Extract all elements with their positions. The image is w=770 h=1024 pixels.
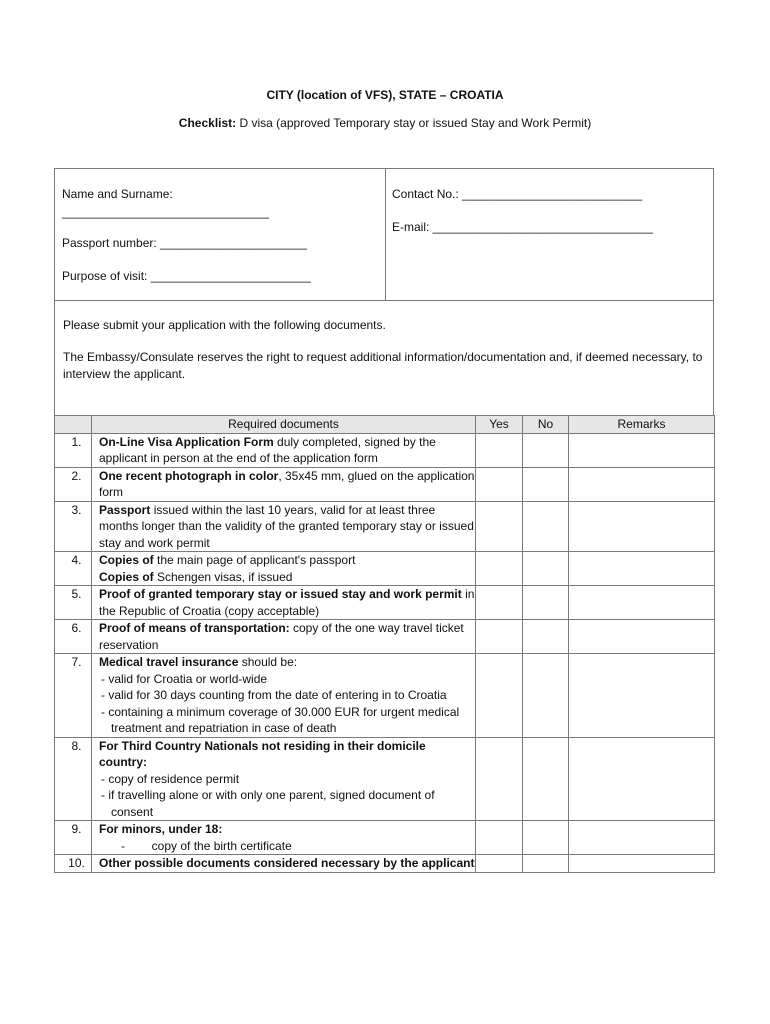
list-item: - valid for Croatia or world-wide: [101, 671, 268, 686]
page-title: CITY (location of VFS), STATE – CROATIA: [266, 88, 504, 102]
yes-cell[interactable]: [476, 855, 523, 873]
header-no: No: [523, 416, 569, 434]
yes-cell[interactable]: [476, 433, 523, 467]
doc-text: should be:: [238, 655, 298, 669]
table-row: [55, 586, 715, 620]
name-label: Name and Surname:: [62, 187, 173, 201]
no-cell[interactable]: [523, 501, 569, 552]
yes-cell[interactable]: [476, 620, 523, 654]
table-row: [55, 821, 715, 855]
remarks-cell[interactable]: [569, 821, 715, 855]
yes-cell[interactable]: [476, 586, 523, 620]
table-row: [55, 433, 715, 467]
no-cell[interactable]: [523, 855, 569, 873]
table-row: [55, 654, 715, 738]
row-number: 7.: [55, 654, 92, 738]
yes-cell[interactable]: [476, 737, 523, 821]
documents-table: [54, 415, 715, 873]
row-number: 9.: [55, 821, 92, 855]
header-num: [55, 416, 92, 434]
doc-bold: Other possible documents considered necessary by the applicant: [99, 856, 475, 870]
row-document: [92, 620, 476, 654]
row-document: [92, 737, 476, 821]
remarks-cell[interactable]: [569, 620, 715, 654]
doc-bold: Passport: [99, 502, 151, 517]
row-number: 6.: [55, 620, 92, 654]
purpose-field[interactable]: Purpose of visit: ________________________: [62, 269, 311, 283]
doc-bold: Proof of granted temporary stay or issued stay and work permit: [99, 587, 462, 601]
remarks-cell[interactable]: [569, 855, 715, 873]
remarks-cell[interactable]: [569, 467, 715, 501]
row-document: [92, 654, 476, 738]
remarks-cell[interactable]: [569, 552, 715, 586]
doc-text-2: Schengen visas, if issued: [153, 569, 293, 584]
checklist-label: Checklist:: [178, 116, 237, 130]
yes-cell[interactable]: [476, 501, 523, 552]
table-row: [55, 501, 715, 552]
no-cell[interactable]: [523, 654, 569, 738]
row-document: [92, 855, 476, 873]
table-row: [55, 737, 715, 821]
no-cell[interactable]: [523, 821, 569, 855]
doc-bold: One recent photograph in color: [99, 468, 279, 483]
table-header-row: [55, 416, 715, 434]
yes-cell[interactable]: [476, 821, 523, 855]
row-document: [92, 467, 476, 501]
doc-bold: On-Line Visa Application Form: [99, 434, 274, 449]
no-cell[interactable]: [523, 467, 569, 501]
row-document: [92, 433, 476, 467]
doc-text: , 35x45 mm, glued on the application form: [99, 468, 475, 499]
remarks-cell[interactable]: [569, 433, 715, 467]
email-field[interactable]: E-mail: _________________________________: [392, 220, 653, 234]
doc-text: copy of the one way travel ticket reservation: [99, 621, 464, 652]
doc-bold: Medical travel insurance: [99, 655, 239, 669]
row-document: [92, 586, 476, 620]
row-number: 3.: [55, 501, 92, 552]
row-number: 10.: [55, 855, 92, 873]
doc-bold: Copies of: [99, 553, 154, 567]
list-item: - valid for 30 days counting from the date of entering in to Croatia: [101, 688, 447, 702]
row-number: 4.: [55, 552, 92, 586]
row-document: [92, 501, 476, 552]
doc-text: duly completed, signed by the applicant in person at the end of the application form: [99, 434, 436, 465]
applicant-info-box: [54, 168, 714, 301]
no-cell[interactable]: [523, 586, 569, 620]
header-yes: Yes: [476, 416, 523, 434]
table-row: [55, 467, 715, 501]
yes-cell[interactable]: [476, 467, 523, 501]
instruction-line-1: Please submit your application with the following documents.: [63, 318, 386, 332]
header-remarks: Remarks: [569, 416, 715, 434]
checklist-subtitle: [0, 116, 770, 130]
remarks-cell[interactable]: [569, 737, 715, 821]
remarks-cell[interactable]: [569, 654, 715, 738]
doc-bold: For Third Country Nationals not residing in their domicile country:: [99, 738, 426, 769]
remarks-cell[interactable]: [569, 586, 715, 620]
table-row: [55, 855, 715, 873]
header-documents: Required documents: [92, 416, 476, 434]
row-number: 8.: [55, 737, 92, 821]
no-cell[interactable]: [523, 552, 569, 586]
list-item: - if travelling alone or with only one parent, signed document of consent: [101, 788, 435, 819]
table-row: [55, 552, 715, 586]
name-line[interactable]: _______________________________: [62, 205, 269, 219]
list-item: - copy of residence permit: [101, 771, 240, 786]
checklist-text: D visa (approved Temporary stay or issued Stay and Work Permit): [239, 116, 592, 130]
row-number: 5.: [55, 586, 92, 620]
row-number: 1.: [55, 433, 92, 467]
table-row: [55, 620, 715, 654]
info-divider: [385, 169, 386, 300]
doc-bold: Proof of means of transportation:: [99, 621, 290, 635]
contact-field[interactable]: Contact No.: ___________________________: [392, 187, 643, 201]
doc-bold-2: Copies of: [99, 569, 154, 584]
yes-cell[interactable]: [476, 654, 523, 738]
doc-text: in the Republic of Croatia (copy acceptable): [99, 587, 475, 618]
list-item: - containing a minimum coverage of 30.000 EUR for urgent medical treatment and repatriation in case of death: [101, 704, 460, 735]
instructions-box: [54, 300, 714, 416]
yes-cell[interactable]: [476, 552, 523, 586]
row-document: [92, 552, 476, 586]
row-number: 2.: [55, 467, 92, 501]
no-cell[interactable]: [523, 737, 569, 821]
doc-text: issued within the last 10 years, valid for at least three months longer than the validity of the granted temporary stay or issued stay and work permit: [99, 502, 474, 550]
no-cell[interactable]: [523, 620, 569, 654]
remarks-cell[interactable]: [569, 501, 715, 552]
list-item: - copy of the birth certificate: [121, 838, 292, 853]
passport-field[interactable]: Passport number: ______________________: [62, 236, 307, 250]
doc-bold: For minors, under 18:: [99, 822, 223, 836]
doc-text: the main page of applicant's passport: [153, 553, 356, 567]
instruction-line-2: The Embassy/Consulate reserves the right to request additional information/documentation and, if deemed necessary, to interview the applicant.: [63, 350, 703, 381]
no-cell[interactable]: [523, 433, 569, 467]
row-document: [92, 821, 476, 855]
